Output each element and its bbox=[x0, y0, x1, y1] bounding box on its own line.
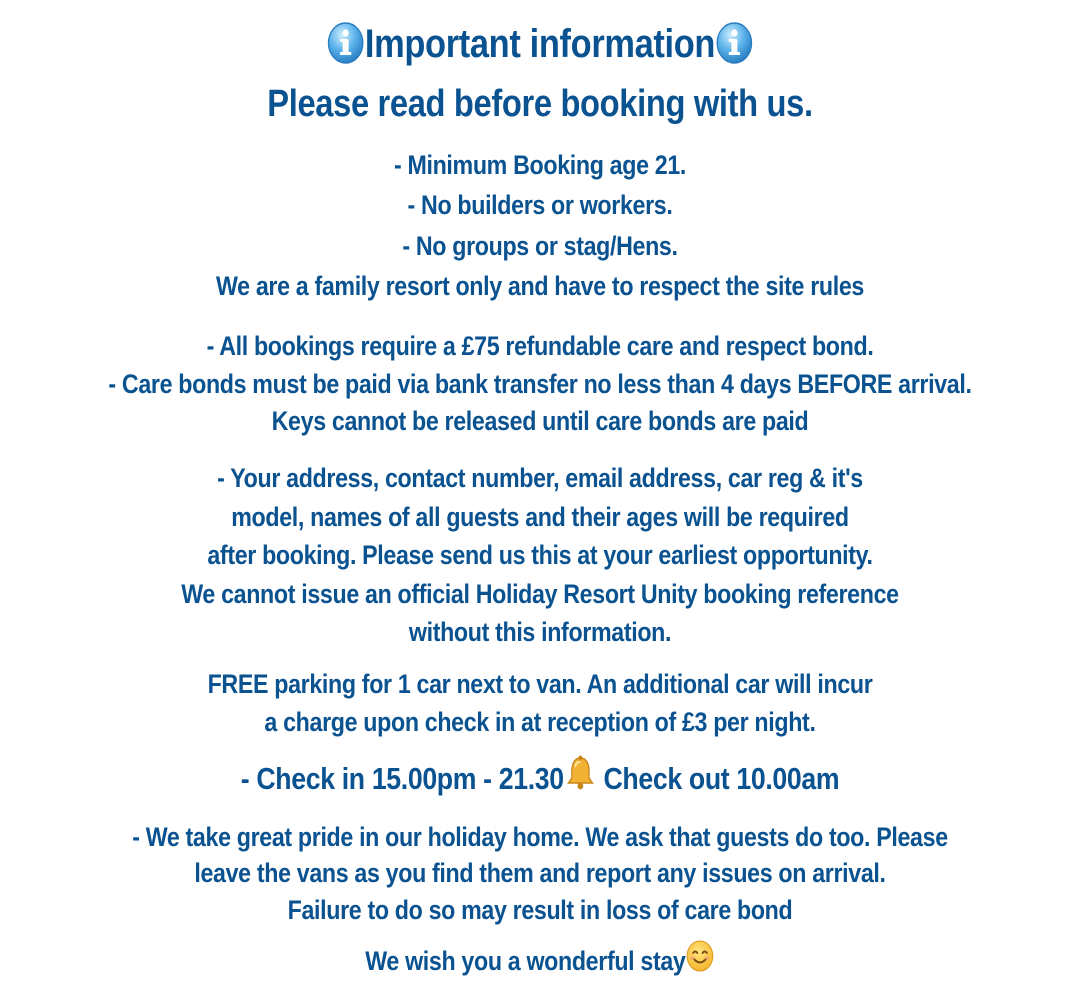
bond-line: - Care bonds must be paid via bank transfer no less than 4 days BEFORE arrival. bbox=[108, 369, 972, 399]
checkin-text: - Check in 15.00pm - 21.30 bbox=[240, 761, 564, 796]
bell-icon bbox=[564, 754, 597, 801]
parking-line: FREE parking for 1 car next to van. An additional car will incur bbox=[207, 669, 873, 699]
details-line: without this information. bbox=[408, 617, 672, 647]
bond-line: Keys cannot be released until care bonds are paid bbox=[271, 406, 809, 436]
bond-line: - All bookings require a £75 refundable care and respect bond. bbox=[206, 331, 874, 361]
pride-line: Failure to do so may result in loss of care bond bbox=[287, 895, 793, 925]
subtitle: Please read before booking with us. bbox=[267, 83, 813, 125]
closing-text: We wish you a wonderful stay bbox=[365, 946, 686, 976]
pride-line: leave the vans as you find them and report any issues on arrival. bbox=[194, 858, 886, 888]
rule-line: - No groups or stag/Hens. bbox=[402, 231, 678, 261]
closing-row bbox=[76, 944, 1005, 981]
details-line: - Your address, contact number, email address, car reg & it's bbox=[217, 463, 863, 493]
pride-line: - We take great pride in our holiday home. We ask that guests do too. Please bbox=[132, 822, 948, 852]
rule-line: - Minimum Booking age 21. bbox=[393, 150, 686, 180]
parking-line: a charge upon check in at reception of £3 per night. bbox=[264, 707, 816, 737]
checkout-text: Check out 10.00am bbox=[596, 761, 840, 796]
rule-line: We are a family resort only and have to respect the site rules bbox=[215, 271, 865, 301]
title-row bbox=[76, 22, 1005, 66]
rule-line: - No builders or workers. bbox=[407, 190, 673, 220]
info-icon bbox=[715, 21, 753, 65]
title: Important information bbox=[364, 22, 716, 66]
info-icon bbox=[327, 21, 365, 65]
details-line: after booking. Please send us this at your earliest opportunity. bbox=[207, 540, 873, 570]
smiling-face-icon bbox=[686, 939, 715, 981]
checkin-times bbox=[76, 760, 1005, 801]
details-line: We cannot issue an official Holiday Resort Unity booking reference bbox=[181, 579, 899, 609]
details-line: model, names of all guests and their ages will be required bbox=[231, 502, 849, 532]
